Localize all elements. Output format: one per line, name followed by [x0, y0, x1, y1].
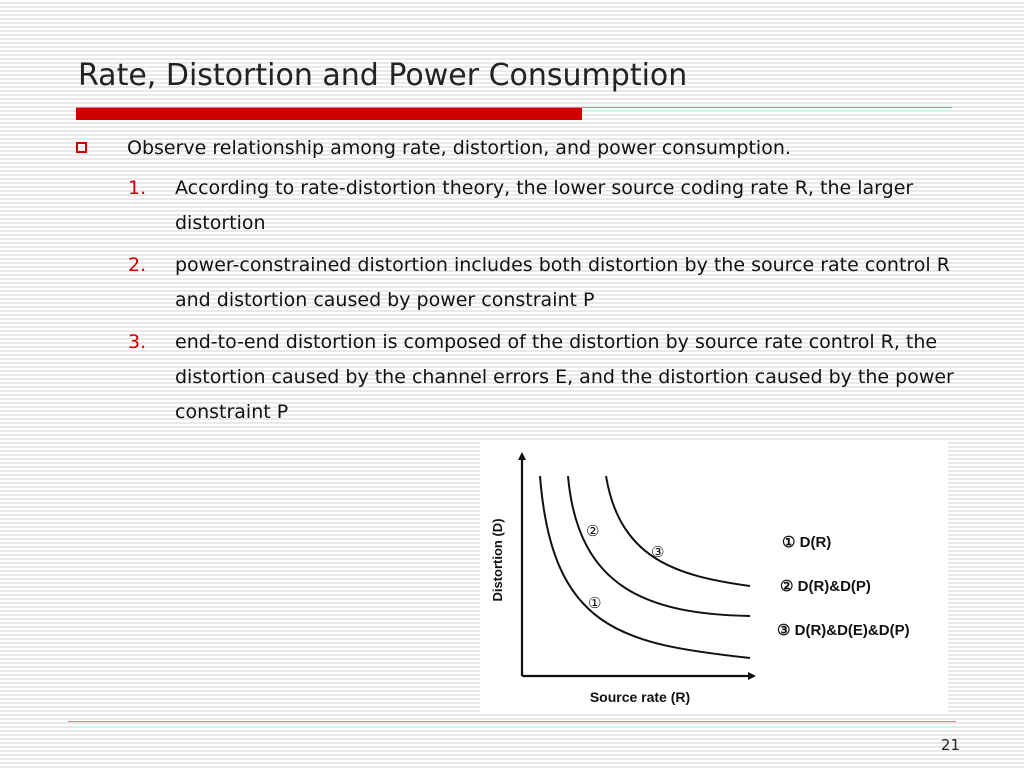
- x-axis-label: Source rate (R): [589, 689, 691, 705]
- y-axis-label: Distortion (D): [490, 518, 505, 602]
- curve-marker-1: ①: [588, 594, 602, 612]
- list-item-number: 1.: [128, 177, 147, 199]
- list-item-text: power-constrained distortion includes both distortion by the source rate control R and distortion caused by power constraint P: [175, 254, 950, 311]
- legend-entry-2: ② D(R)&D(P): [780, 578, 871, 595]
- list-item: [76, 248, 956, 318]
- footer-rule: [68, 721, 956, 722]
- curve-marker-2: ②: [586, 522, 600, 540]
- curve-marker-3: ③: [651, 543, 665, 561]
- legend-entry-1: ① D(R): [782, 534, 832, 551]
- square-bullet-icon: [76, 142, 87, 153]
- list-item: [76, 325, 956, 430]
- list-item-text: end-to-end distortion is composed of the distortion by source rate control R, the distortion caused by the channel errors E, and the distortion caused by the power constraint P: [175, 331, 954, 423]
- main-bullet: [76, 133, 956, 163]
- curve-d-r-d-e-d-p: [606, 476, 750, 586]
- list-item-number: 3.: [128, 331, 147, 353]
- title-rule-thick: [76, 108, 582, 120]
- numbered-list: [76, 171, 956, 430]
- page-number: 21: [940, 736, 960, 754]
- main-bullet-text: Observe relationship among rate, distortion, and power consumption.: [127, 137, 791, 159]
- slide-content: [76, 133, 956, 437]
- legend-entry-3: ③ D(R)&D(E)&D(P): [777, 622, 910, 639]
- list-item-number: 2.: [128, 254, 147, 276]
- rate-distortion-figure: [480, 440, 948, 714]
- slide-title: Rate, Distortion and Power Consumption: [78, 58, 688, 93]
- rate-distortion-diagram: [480, 440, 948, 714]
- list-item-text: According to rate-distortion theory, the lower source coding rate R, the larger distortion: [175, 177, 914, 234]
- list-item: [76, 171, 956, 241]
